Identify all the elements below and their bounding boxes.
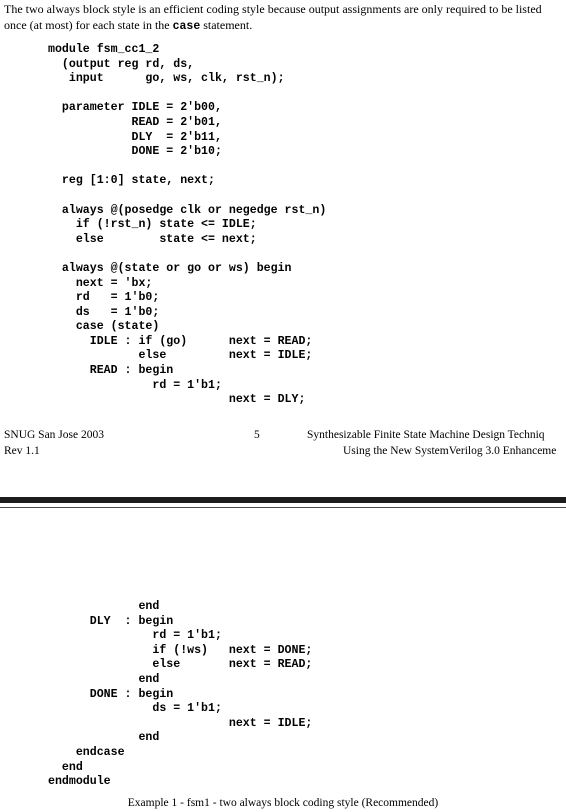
footer-paper-subtitle: Using the New SystemVerilog 3.0 Enhanceme [343, 444, 557, 457]
intro-line-2 [4, 17, 566, 35]
intro-line-2-start: once (at most) for each state in the [4, 18, 173, 32]
intro-line-2-end: statement. [200, 18, 253, 32]
intro-paragraph [4, 1, 566, 35]
page-break-bar [0, 497, 566, 503]
example-caption: Example 1 - fsm1 - two always block coding style (Recommended) [127, 797, 439, 809]
page-break-line [0, 507, 566, 508]
footer-left [4, 428, 104, 459]
footer-revision: Rev 1.1 [4, 444, 40, 457]
page-number: 5 [254, 429, 260, 441]
code-listing-page-1: module fsm_cc1_2 (output reg rd, ds, input go, ws, clk, rst_n); parameter IDLE = 2'b00, READ = 2'b01, DLY = 2'b11, DONE = 2'b10; reg [1:0] state, next; always @(posedge clk or negedge rst_n) if (!rst_n) state <= IDLE; else state <= next; always @(state or go or ws) begin next = 'bx; rd = 1'b0; ds = 1'b0; case (state) IDLE : if (go) next = READ; else next = IDLE; READ : begin rd = 1'b1; next = DLY; [48, 43, 327, 407]
footer-conference: SNUG San Jose 2003 [4, 429, 104, 441]
footer-paper-title: Synthesizable Finite State Machine Design Techniq [307, 429, 545, 441]
footer-right [307, 428, 566, 459]
case-keyword: case [172, 20, 201, 33]
code-listing-page-2: end DLY : begin rd = 1'b1; if (!ws) next = DONE; else next = READ; end DONE : begin ds = 1'b1; next = IDLE; end endcase end endmodule [48, 600, 313, 789]
intro-line-1: The two always block style is an efficient coding style because output assignments are only required to be listed [4, 2, 542, 16]
